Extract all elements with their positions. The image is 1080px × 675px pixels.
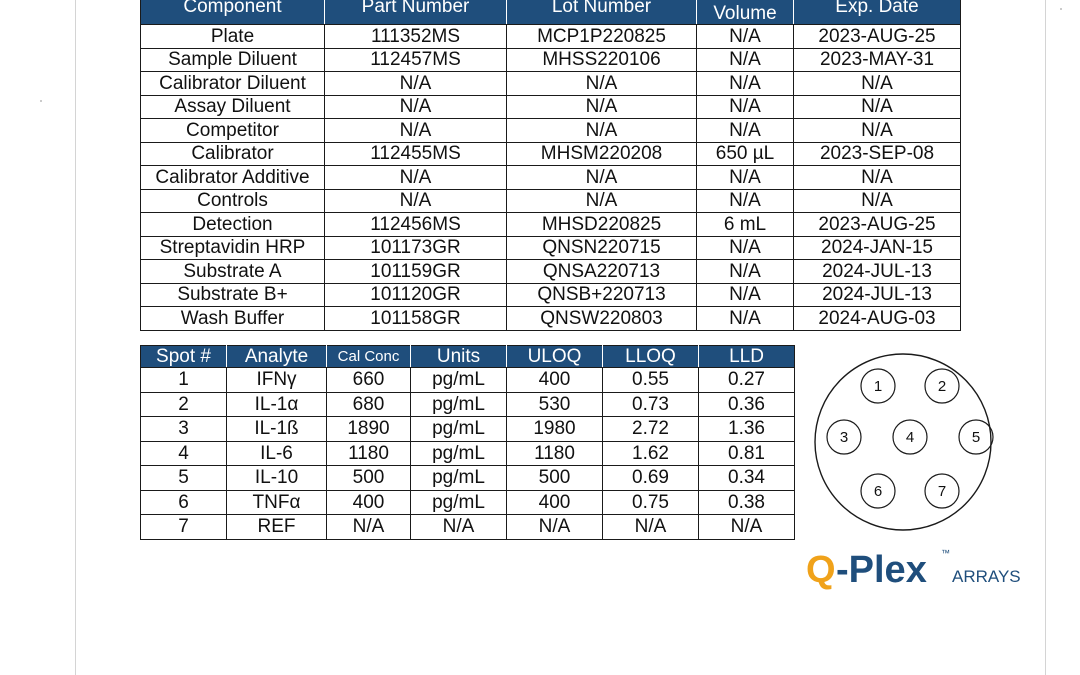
cell-cal-conc: 660 <box>327 368 411 393</box>
cell-uloq: 1980 <box>507 417 603 442</box>
component-row <box>141 213 961 237</box>
component-row <box>141 260 961 284</box>
cell-lloq: 1.62 <box>603 441 699 466</box>
cell-uloq: 530 <box>507 392 603 417</box>
cell-analyte: IFNγ <box>227 368 327 393</box>
cell-lot-number: MHSS220106 <box>507 48 697 72</box>
cell-cal-conc: 680 <box>327 392 411 417</box>
cell-exp-date: 2023-AUG-25 <box>794 25 961 49</box>
cell-component: Controls <box>141 189 325 213</box>
cell-lot-number: QNSA220713 <box>507 260 697 284</box>
component-row <box>141 72 961 96</box>
cell-volume: N/A <box>697 48 794 72</box>
component-row <box>141 236 961 260</box>
scan-edge-left <box>75 0 76 675</box>
analytes-table <box>140 345 795 540</box>
spot-1 <box>861 369 895 403</box>
cell-exp-date: N/A <box>794 72 961 96</box>
spot-number: 5 <box>971 429 981 446</box>
spot-4 <box>893 420 927 454</box>
analytes-header-row <box>141 346 795 368</box>
cell-component: Competitor <box>141 119 325 143</box>
cell-part-number: N/A <box>325 189 507 213</box>
cell-exp-date: 2024-JAN-15 <box>794 236 961 260</box>
cell-lot-number: QNSB+220713 <box>507 283 697 307</box>
analyte-row <box>141 515 795 540</box>
cell-exp-date: 2024-JUL-13 <box>794 260 961 284</box>
header-analyte: Analyte <box>227 346 327 368</box>
cell-spot: 2 <box>141 392 227 417</box>
cell-lloq: 0.75 <box>603 490 699 515</box>
cell-uloq: 400 <box>507 368 603 393</box>
cell-lld: 1.36 <box>699 417 795 442</box>
cell-volume: N/A <box>697 119 794 143</box>
cell-uloq: 1180 <box>507 441 603 466</box>
cell-component: Detection <box>141 213 325 237</box>
spot-2 <box>925 369 959 403</box>
header-uloq: ULOQ <box>507 346 603 368</box>
analyte-row <box>141 441 795 466</box>
cell-spot: 3 <box>141 417 227 442</box>
cell-component: Calibrator Additive <box>141 166 325 190</box>
header-cal-conc: Cal Conc <box>327 346 411 368</box>
spot-number: 6 <box>873 483 883 500</box>
analyte-row <box>141 490 795 515</box>
cell-lld: 0.34 <box>699 466 795 491</box>
header-lld: LLD <box>699 346 795 368</box>
spot-3 <box>827 420 861 454</box>
analyte-row <box>141 417 795 442</box>
cell-lot-number: N/A <box>507 119 697 143</box>
cell-analyte: IL-10 <box>227 466 327 491</box>
header-component: Component <box>141 0 325 25</box>
cell-lloq: N/A <box>603 515 699 540</box>
cell-uloq: N/A <box>507 515 603 540</box>
cell-cal-conc: N/A <box>327 515 411 540</box>
header-part-number: Part Number <box>325 0 507 25</box>
header-lot-number: Lot Number <box>507 0 697 25</box>
cell-lloq: 0.69 <box>603 466 699 491</box>
cell-part-number: 112455MS <box>325 142 507 166</box>
cell-exp-date: N/A <box>794 166 961 190</box>
cell-component: Calibrator Diluent <box>141 72 325 96</box>
cell-exp-date: 2024-AUG-03 <box>794 307 961 331</box>
analyte-row <box>141 466 795 491</box>
cell-lot-number: MHSD220825 <box>507 213 697 237</box>
cell-uloq: 400 <box>507 490 603 515</box>
cell-component: Substrate B+ <box>141 283 325 307</box>
spot-number: 3 <box>839 429 849 446</box>
cell-lld: N/A <box>699 515 795 540</box>
cell-analyte: IL-1α <box>227 392 327 417</box>
cell-units: pg/mL <box>411 441 507 466</box>
header-exp-date: Exp. Date <box>794 0 961 25</box>
cell-lld: 0.27 <box>699 368 795 393</box>
component-row <box>141 48 961 72</box>
cell-lot-number: N/A <box>507 189 697 213</box>
component-row <box>141 119 961 143</box>
cell-analyte: REF <box>227 515 327 540</box>
cell-volume: 650 µL <box>697 142 794 166</box>
cell-lld: 0.36 <box>699 392 795 417</box>
cell-exp-date: 2023-MAY-31 <box>794 48 961 72</box>
cell-lot-number: MCP1P220825 <box>507 25 697 49</box>
cell-part-number: N/A <box>325 119 507 143</box>
cell-volume: N/A <box>697 166 794 190</box>
components-header-row <box>141 0 961 25</box>
logo-arrays: ARRAYS <box>952 567 1021 586</box>
spot-number: 7 <box>937 483 947 500</box>
scan-speck <box>1060 8 1062 10</box>
spot-number: 1 <box>873 378 883 395</box>
spot-6 <box>861 474 895 508</box>
scan-speck <box>40 100 42 102</box>
cell-part-number: N/A <box>325 72 507 96</box>
cell-analyte: IL-6 <box>227 441 327 466</box>
cell-lld: 0.38 <box>699 490 795 515</box>
component-row <box>141 166 961 190</box>
cell-part-number: 111352MS <box>325 25 507 49</box>
component-row <box>141 307 961 331</box>
analyte-row <box>141 392 795 417</box>
cell-exp-date: 2023-SEP-08 <box>794 142 961 166</box>
header-lloq: LLOQ <box>603 346 699 368</box>
scan-edge-right <box>1045 0 1046 675</box>
cell-cal-conc: 500 <box>327 466 411 491</box>
cell-component: Wash Buffer <box>141 307 325 331</box>
cell-lot-number: N/A <box>507 72 697 96</box>
header-units: Units <box>411 346 507 368</box>
spot-5 <box>959 420 993 454</box>
cell-part-number: 101120GR <box>325 283 507 307</box>
logo-tm: ™ <box>941 548 950 558</box>
cell-analyte: TNFα <box>227 490 327 515</box>
cell-analyte: IL-1ß <box>227 417 327 442</box>
components-table <box>140 0 961 331</box>
cell-volume: N/A <box>697 72 794 96</box>
cell-volume: N/A <box>697 25 794 49</box>
cell-volume: N/A <box>697 236 794 260</box>
cell-volume: 6 mL <box>697 213 794 237</box>
cell-component: Plate <box>141 25 325 49</box>
logo-plex: -Plex <box>836 549 927 590</box>
cell-lld: 0.81 <box>699 441 795 466</box>
cell-lot-number: QNSW220803 <box>507 307 697 331</box>
spot-7 <box>925 474 959 508</box>
cell-units: pg/mL <box>411 368 507 393</box>
cell-component: Calibrator <box>141 142 325 166</box>
cell-lloq: 2.72 <box>603 417 699 442</box>
cell-part-number: 112457MS <box>325 48 507 72</box>
cell-units: pg/mL <box>411 490 507 515</box>
cell-volume: N/A <box>697 189 794 213</box>
logo-q: Q <box>806 549 836 590</box>
cell-component: Assay Diluent <box>141 95 325 119</box>
cell-part-number: 101173GR <box>325 236 507 260</box>
component-row <box>141 95 961 119</box>
cell-units: pg/mL <box>411 466 507 491</box>
cell-volume: N/A <box>697 260 794 284</box>
cell-spot: 7 <box>141 515 227 540</box>
cell-cal-conc: 1180 <box>327 441 411 466</box>
cell-lot-number: MHSM220208 <box>507 142 697 166</box>
cell-part-number: N/A <box>325 95 507 119</box>
cell-spot: 6 <box>141 490 227 515</box>
cell-uloq: 500 <box>507 466 603 491</box>
q-plex-arrays-logo <box>806 548 1036 590</box>
cell-volume: N/A <box>697 95 794 119</box>
cell-part-number: 101158GR <box>325 307 507 331</box>
spot-number: 4 <box>905 429 915 446</box>
cell-lloq: 0.55 <box>603 368 699 393</box>
header-volume: Volume <box>697 0 794 25</box>
cell-lloq: 0.73 <box>603 392 699 417</box>
cell-component: Sample Diluent <box>141 48 325 72</box>
cell-lot-number: QNSN220715 <box>507 236 697 260</box>
cell-exp-date: 2024-JUL-13 <box>794 283 961 307</box>
cell-cal-conc: 1890 <box>327 417 411 442</box>
cell-units: pg/mL <box>411 392 507 417</box>
cell-lot-number: N/A <box>507 166 697 190</box>
cell-units: pg/mL <box>411 417 507 442</box>
header-spot: Spot # <box>141 346 227 368</box>
component-row <box>141 189 961 213</box>
cell-part-number: N/A <box>325 166 507 190</box>
cell-volume: N/A <box>697 283 794 307</box>
cell-part-number: 112456MS <box>325 213 507 237</box>
cell-exp-date: N/A <box>794 95 961 119</box>
cell-volume: N/A <box>697 307 794 331</box>
cell-spot: 1 <box>141 368 227 393</box>
cell-lot-number: N/A <box>507 95 697 119</box>
cell-exp-date: N/A <box>794 189 961 213</box>
cell-exp-date: 2023-AUG-25 <box>794 213 961 237</box>
cell-spot: 5 <box>141 466 227 491</box>
cell-component: Substrate A <box>141 260 325 284</box>
spot-layout-diagram <box>808 350 998 535</box>
analyte-row <box>141 368 795 393</box>
component-row <box>141 25 961 49</box>
cell-component: Streptavidin HRP <box>141 236 325 260</box>
cell-units: N/A <box>411 515 507 540</box>
cell-part-number: 101159GR <box>325 260 507 284</box>
component-row <box>141 142 961 166</box>
cell-exp-date: N/A <box>794 119 961 143</box>
component-row <box>141 283 961 307</box>
cell-spot: 4 <box>141 441 227 466</box>
spot-number: 2 <box>937 378 947 395</box>
cell-cal-conc: 400 <box>327 490 411 515</box>
